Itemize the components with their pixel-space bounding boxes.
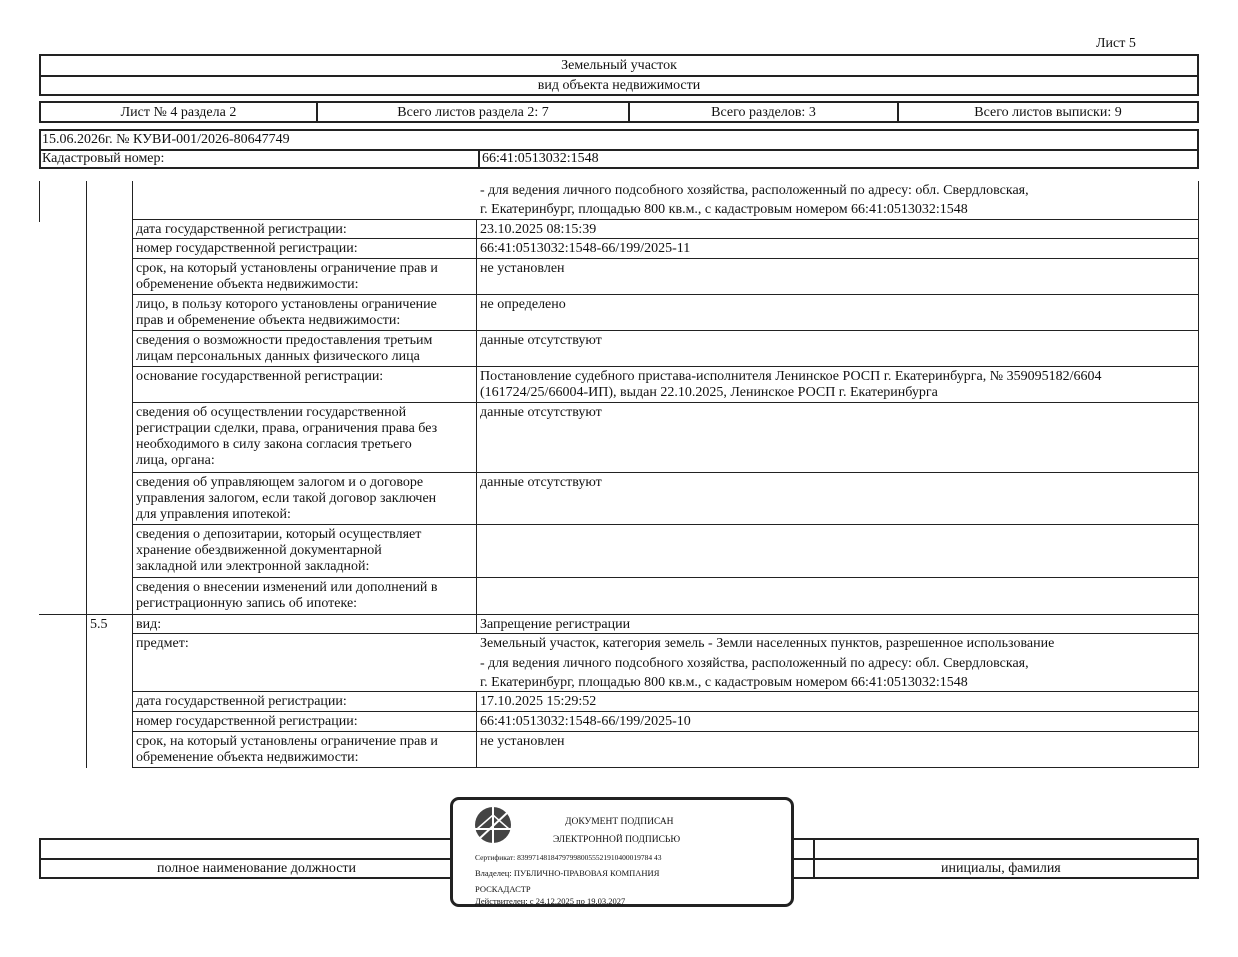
header-divider bbox=[41, 75, 1197, 77]
row-divider bbox=[132, 238, 1199, 239]
field-label: сведения о депозитарии, который осуществляет bbox=[136, 527, 422, 542]
sheet-of-section: Лист № 4 раздела 2 bbox=[120, 105, 237, 120]
table-border bbox=[476, 220, 477, 614]
total-sections: Всего разделов: 3 bbox=[711, 105, 816, 120]
field-label: дата государственной регистрации: bbox=[136, 694, 347, 709]
row-divider bbox=[132, 691, 1199, 692]
field-label: лицо, в пользу которого установлены ограничение bbox=[136, 297, 437, 312]
field-label: срок, на который установлены ограничение прав и bbox=[136, 261, 438, 276]
field-label: обременение объекта недвижимости: bbox=[136, 750, 359, 765]
emblem-icon bbox=[473, 805, 513, 845]
field-value: 66:41:0513032:1548-66/199/2025-11 bbox=[480, 241, 691, 256]
field-value: данные отсутствуют bbox=[480, 333, 602, 348]
row-divider bbox=[132, 366, 1199, 367]
field-value: не установлен bbox=[480, 261, 565, 276]
row-divider bbox=[132, 524, 1199, 525]
position-label: полное наименование должности bbox=[157, 861, 357, 876]
field-label: срок, на который установлены ограничение прав и bbox=[136, 734, 438, 749]
field-label: необходимого в силу закона согласия третьего bbox=[136, 437, 412, 452]
document-date-number: 15.06.2026г. № КУВИ-001/2026-80647749 bbox=[42, 132, 290, 147]
electronic-signature-stamp bbox=[450, 797, 794, 907]
field-label: хранение обездвиженной документарной bbox=[136, 543, 382, 558]
field-value: (161724/25/66004-ИП), выдан 22.10.2025, Ленинское РОСП г. Екатеринбурга bbox=[480, 385, 938, 400]
table-border bbox=[132, 181, 133, 768]
field-label: для управления ипотекой: bbox=[136, 507, 291, 522]
field-label: сведения об управляющем залогом и о договоре bbox=[136, 475, 424, 490]
stamp-line2: ЭЛЕКТРОННОЙ ПОДПИСЬЮ bbox=[553, 835, 681, 845]
document-info bbox=[39, 129, 1199, 169]
total-sheets-extract: Всего листов выписки: 9 bbox=[974, 105, 1122, 120]
stamp-valid: Действителен: с 24.12.2025 по 19.03.2027 bbox=[475, 896, 626, 906]
field-value: не определено bbox=[480, 297, 566, 312]
row-divider bbox=[132, 402, 1199, 403]
object-type: вид объекта недвижимости bbox=[537, 78, 701, 93]
object-header bbox=[39, 54, 1199, 96]
record-number: 5.5 bbox=[90, 617, 108, 632]
field-label: обременение объекта недвижимости: bbox=[136, 277, 359, 292]
field-label: лицам персональных данных физического лица bbox=[136, 349, 420, 364]
row-divider bbox=[132, 731, 1199, 732]
row-divider bbox=[132, 577, 1199, 578]
field-label: предмет: bbox=[136, 636, 189, 651]
field-label: сведения о возможности предоставления третьим bbox=[136, 333, 433, 348]
stamp-owner: Владелец: ПУБЛИЧНО-ПРАВОВАЯ КОМПАНИЯ bbox=[475, 868, 660, 878]
field-label: номер государственной регистрации: bbox=[136, 714, 358, 729]
field-label: сведения о внесении изменений или дополнений в bbox=[136, 580, 438, 595]
counts-row bbox=[39, 101, 1199, 123]
field-label: закладной или электронной закладной: bbox=[136, 559, 370, 574]
row-divider bbox=[132, 767, 1199, 768]
row-divider bbox=[132, 219, 1199, 220]
row-divider bbox=[132, 633, 1199, 634]
table-border bbox=[86, 181, 87, 768]
field-value: - для ведения личного подсобного хозяйства, расположенный по адресу: обл. Свердловская, bbox=[480, 656, 1029, 671]
signature-col-divider bbox=[813, 840, 815, 877]
cadastral-divider bbox=[478, 149, 480, 167]
object-name: Земельный участок bbox=[561, 58, 677, 73]
field-value: Запрещение регистрации bbox=[480, 617, 631, 632]
row-divider bbox=[132, 258, 1199, 259]
row-divider bbox=[132, 472, 1199, 473]
doc-divider bbox=[41, 149, 1197, 151]
field-label: номер государственной регистрации: bbox=[136, 241, 358, 256]
field-value: не установлен bbox=[480, 734, 565, 749]
total-sheets-section: Всего листов раздела 2: 7 bbox=[397, 105, 549, 120]
cadastral-value: 66:41:0513032:1548 bbox=[482, 151, 599, 166]
stamp-certificate: Сертификат: 839971481847979980055521910400019784 43 bbox=[475, 853, 662, 862]
field-value: 66:41:0513032:1548-66/199/2025-10 bbox=[480, 714, 691, 729]
table-border bbox=[39, 181, 40, 222]
row-divider bbox=[132, 330, 1199, 331]
field-label: дата государственной регистрации: bbox=[136, 222, 347, 237]
cadastral-label: Кадастровый номер: bbox=[42, 151, 165, 166]
field-label: регистрационную запись об ипотеке: bbox=[136, 596, 358, 611]
field-label: управления залогом, если такой договор заключен bbox=[136, 491, 437, 506]
subject-continuation: - для ведения личного подсобного хозяйства, расположенный по адресу: обл. Свердловская, bbox=[480, 183, 1029, 198]
field-value: Постановление судебного пристава-исполнителя Ленинское РОСП г. Екатеринбурга, № 359095182/6604 bbox=[480, 369, 1102, 384]
name-label: инициалы, фамилия bbox=[941, 861, 1061, 876]
field-value: Земельный участок, категория земель - Земли населенных пунктов, разрешенное использование bbox=[480, 636, 1055, 651]
field-label: регистрации сделки, права, ограничения права без bbox=[136, 421, 438, 436]
field-label: вид: bbox=[136, 617, 162, 632]
field-label: прав и обременение объекта недвижимости: bbox=[136, 313, 401, 328]
sheet-number: Лист 5 bbox=[1096, 36, 1136, 51]
field-value: данные отсутствуют bbox=[480, 405, 602, 420]
subject-continuation: г. Екатеринбург, площадью 800 кв.м., с кадастровым номером 66:41:0513032:1548 bbox=[480, 202, 968, 217]
field-label: сведения об осуществлении государственной bbox=[136, 405, 407, 420]
field-value: 17.10.2025 15:29:52 bbox=[480, 694, 597, 709]
field-label: лица, органа: bbox=[136, 453, 215, 468]
stamp-line1: ДОКУМЕНТ ПОДПИСАН bbox=[565, 817, 674, 827]
field-value: 23.10.2025 08:15:39 bbox=[480, 222, 597, 237]
field-label: основание государственной регистрации: bbox=[136, 369, 384, 384]
row-divider bbox=[132, 294, 1199, 295]
row-divider bbox=[132, 711, 1199, 712]
table-border bbox=[476, 614, 477, 634]
row-divider bbox=[39, 614, 1199, 615]
field-value: данные отсутствуют bbox=[480, 475, 602, 490]
table-border bbox=[1198, 181, 1199, 768]
table-border bbox=[476, 691, 477, 768]
stamp-owner2: РОСКАДАСТР bbox=[475, 884, 531, 894]
field-value: г. Екатеринбург, площадью 800 кв.м., с кадастровым номером 66:41:0513032:1548 bbox=[480, 675, 968, 690]
